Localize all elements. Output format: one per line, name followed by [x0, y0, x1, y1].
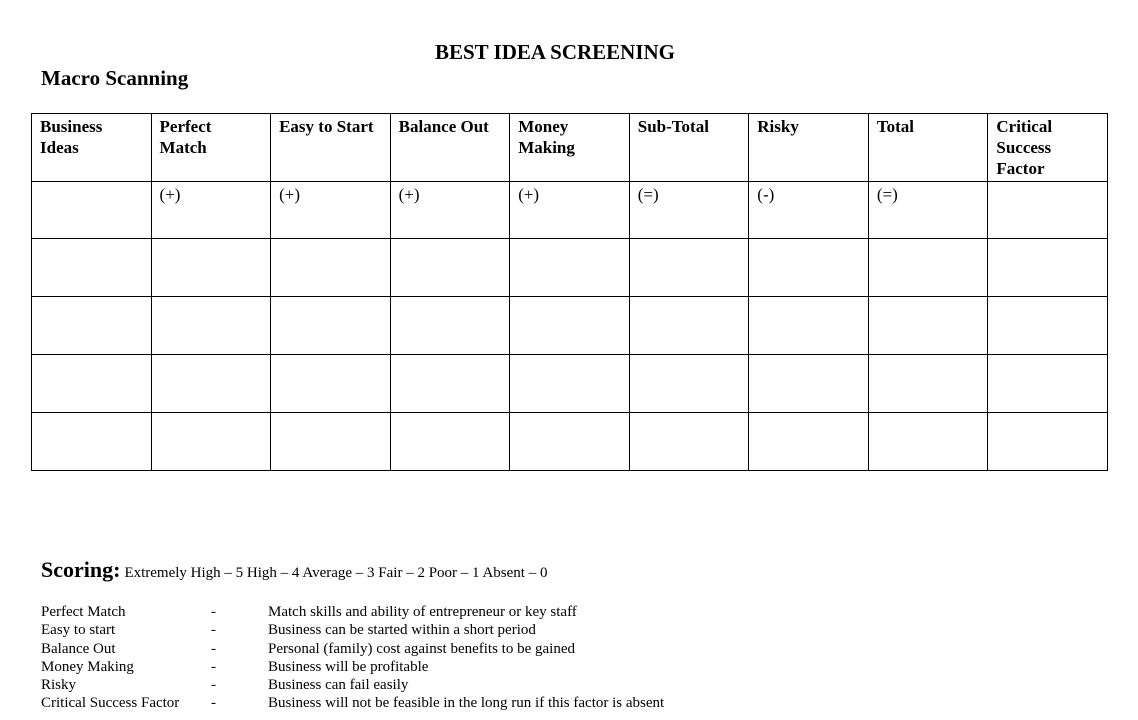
table-cell[interactable]	[629, 297, 749, 355]
table-row	[32, 413, 1108, 471]
table-cell[interactable]	[271, 413, 391, 471]
definition-dash: -	[211, 604, 216, 620]
header-risky: Risky	[749, 114, 869, 182]
table-cell[interactable]	[32, 413, 152, 471]
header-critical-success-factor: Critical Success Factor	[988, 114, 1108, 182]
table-cell[interactable]	[271, 355, 391, 413]
table-cell[interactable]	[390, 355, 510, 413]
header-balance-out: Balance Out	[390, 114, 510, 182]
table-cell[interactable]	[988, 355, 1108, 413]
definition-description: Match skills and ability of entrepreneur or key staff	[268, 604, 577, 620]
symbol-cell[interactable]	[988, 182, 1108, 239]
section-subtitle: Macro Scanning	[41, 66, 189, 90]
definition-dash: -	[211, 658, 216, 675]
table-cell[interactable]	[151, 297, 271, 355]
symbol-cell[interactable]	[32, 182, 152, 239]
table-cell[interactable]	[868, 413, 988, 471]
definition-description: Business can be started within a short period	[268, 622, 536, 639]
definition-row	[41, 603, 664, 621]
header-perfect-match: Perfect Match	[151, 114, 271, 182]
table-cell[interactable]	[868, 297, 988, 355]
header-easy-to-start: Easy to Start	[271, 114, 391, 182]
table-cell[interactable]	[271, 239, 391, 297]
table-cell[interactable]	[749, 297, 869, 355]
definition-term: Money Making	[41, 658, 134, 675]
symbol-cell[interactable]: (+)	[151, 182, 271, 239]
definition-term: Perfect Match	[41, 604, 126, 620]
header-business-ideas: Business Ideas	[32, 114, 152, 182]
table-cell[interactable]	[510, 355, 630, 413]
definition-term: Easy to start	[41, 622, 116, 639]
table-cell[interactable]	[868, 355, 988, 413]
table-cell[interactable]	[749, 355, 869, 413]
definitions-list	[41, 603, 664, 713]
table-cell[interactable]	[749, 413, 869, 471]
definition-row	[41, 676, 664, 694]
table-cell[interactable]	[151, 413, 271, 471]
definition-term: Critical Success Factor	[41, 695, 180, 712]
page-title: BEST IDEA SCREENING	[434, 40, 676, 64]
definition-description: Business will not be feasible in the long run if this factor is absent	[268, 695, 665, 712]
definition-description: Personal (family) cost against benefits to be gained	[268, 640, 575, 657]
definition-description: Business will be profitable	[268, 658, 429, 675]
table-cell[interactable]	[749, 239, 869, 297]
table-cell[interactable]	[988, 413, 1108, 471]
table-cell[interactable]	[988, 297, 1108, 355]
table-cell[interactable]	[510, 239, 630, 297]
header-sub-total: Sub-Total	[629, 114, 749, 182]
definition-row	[41, 694, 664, 712]
definition-dash: -	[211, 622, 216, 639]
table-cell[interactable]	[390, 239, 510, 297]
table-row	[32, 239, 1108, 297]
table-cell[interactable]	[868, 239, 988, 297]
header-total: Total	[868, 114, 988, 182]
table-row	[32, 355, 1108, 413]
table-cell[interactable]	[271, 297, 391, 355]
symbol-cell[interactable]: (-)	[749, 182, 869, 239]
definition-term: Risky	[41, 677, 77, 694]
symbol-cell[interactable]: (+)	[510, 182, 630, 239]
symbol-row	[32, 182, 1108, 239]
table-cell[interactable]	[151, 355, 271, 413]
header-money-making: Money Making	[510, 114, 630, 182]
table-cell[interactable]	[988, 239, 1108, 297]
table-cell[interactable]	[32, 355, 152, 413]
symbol-cell[interactable]: (=)	[629, 182, 749, 239]
table-cell[interactable]	[510, 413, 630, 471]
table-cell[interactable]	[390, 297, 510, 355]
table-cell[interactable]	[390, 413, 510, 471]
table-cell[interactable]	[151, 239, 271, 297]
table-cell[interactable]	[629, 355, 749, 413]
scoring-label: Scoring:	[41, 557, 121, 582]
table-cell[interactable]	[629, 239, 749, 297]
table-cell[interactable]	[32, 239, 152, 297]
definition-dash: -	[211, 640, 216, 657]
definition-term: Balance Out	[41, 640, 116, 657]
definition-row	[41, 658, 664, 676]
table-cell[interactable]	[629, 413, 749, 471]
screening-table	[31, 113, 1108, 471]
definition-dash: -	[211, 677, 216, 694]
symbol-cell[interactable]: (=)	[868, 182, 988, 239]
table-cell[interactable]	[32, 297, 152, 355]
symbol-cell[interactable]: (+)	[390, 182, 510, 239]
table-cell[interactable]	[510, 297, 630, 355]
definition-dash: -	[211, 695, 216, 712]
scoring-scale: Extremely High – 5 High – 4 Average – 3 Fair – 2 Poor – 1 Absent – 0	[124, 565, 548, 581]
definition-row	[41, 621, 664, 639]
table-row	[32, 297, 1108, 355]
header-row	[32, 114, 1108, 182]
symbol-cell[interactable]: (+)	[271, 182, 391, 239]
definition-row	[41, 640, 664, 658]
definition-description: Business can fail easily	[268, 677, 409, 694]
scoring-line	[41, 557, 547, 583]
